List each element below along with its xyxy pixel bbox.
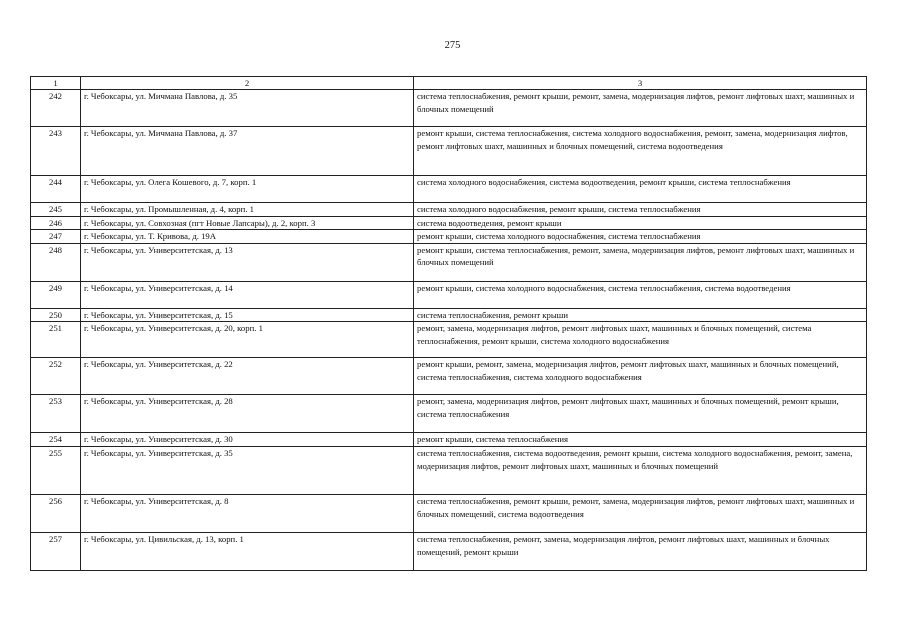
row-number: 246 xyxy=(31,216,81,230)
row-address: г. Чебоксары, ул. Т. Кривова, д. 19А xyxy=(81,230,414,244)
row-number: 242 xyxy=(31,90,81,127)
row-works: ремонт крыши, система холодного водоснабжения, система теплоснабжения xyxy=(414,230,867,244)
table-row xyxy=(31,358,867,395)
table-row xyxy=(31,230,867,244)
row-number: 243 xyxy=(31,127,81,176)
row-address: г. Чебоксары, ул. Мичмана Павлова, д. 37 xyxy=(81,127,414,176)
row-address: г. Чебоксары, ул. Промышленная, д. 4, корп. 1 xyxy=(81,203,414,217)
row-works: система теплоснабжения, ремонт, замена, модернизация лифтов, ремонт лифтовых шахт, машинных и блочных помещений, ремонт крыши xyxy=(414,532,867,570)
row-works: система холодного водоснабжения, система водоотведения, ремонт крыши, система теплоснабжения xyxy=(414,176,867,203)
row-number: 245 xyxy=(31,203,81,217)
table-row xyxy=(31,446,867,494)
row-works: ремонт крыши, система теплоснабжения xyxy=(414,433,867,447)
row-number: 256 xyxy=(31,494,81,532)
row-works: ремонт крыши, система теплоснабжения, система холодного водоснабжения, ремонт, замена, модернизация лифтов, ремонт лифтовых шахт, машинных и блочных помещений, система водоотведения xyxy=(414,127,867,176)
table-row xyxy=(31,90,867,127)
row-works: система теплоснабжения, ремонт крыши, ремонт, замена, модернизация лифтов, ремонт лифтовых шахт, машинных и блочных помещений xyxy=(414,90,867,127)
row-number: 254 xyxy=(31,433,81,447)
table-row xyxy=(31,395,867,433)
page-number: 275 xyxy=(444,40,461,51)
register-table xyxy=(30,76,867,571)
row-works: система теплоснабжения, ремонт крыши xyxy=(414,308,867,322)
row-works: система теплоснабжения, система водоотведения, ремонт крыши, система холодного водоснабжения, ремонт, замена, модернизация лифтов, ремонт лифтовых шахт, машинных и блочных помещений xyxy=(414,446,867,494)
row-address: г. Чебоксары, ул. Мичмана Павлова, д. 35 xyxy=(81,90,414,127)
row-address: г. Чебоксары, ул. Университетская, д. 14 xyxy=(81,281,414,308)
table-row xyxy=(31,127,867,176)
table-row xyxy=(31,494,867,532)
row-address: г. Чебоксары, ул. Университетская, д. 30 xyxy=(81,433,414,447)
table-row xyxy=(31,532,867,570)
table-row xyxy=(31,433,867,447)
row-number: 247 xyxy=(31,230,81,244)
row-works: ремонт крыши, система теплоснабжения, ремонт, замена, модернизация лифтов, ремонт лифтовых шахт, машинных и блочных помещений xyxy=(414,243,867,281)
row-works: система холодного водоснабжения, ремонт крыши, система теплоснабжения xyxy=(414,203,867,217)
row-address: г. Чебоксары, ул. Олега Кошевого, д. 7, корп. 1 xyxy=(81,176,414,203)
row-number: 248 xyxy=(31,243,81,281)
row-number: 257 xyxy=(31,532,81,570)
table-row xyxy=(31,176,867,203)
header-col-3: 3 xyxy=(414,77,867,90)
row-address: г. Чебоксары, ул. Университетская, д. 13 xyxy=(81,243,414,281)
row-number: 249 xyxy=(31,281,81,308)
row-number: 253 xyxy=(31,395,81,433)
header-col-1: 1 xyxy=(31,77,81,90)
table-row xyxy=(31,281,867,308)
row-number: 251 xyxy=(31,322,81,358)
row-works: ремонт крыши, ремонт, замена, модернизация лифтов, ремонт лифтовых шахт, машинных и блочных помещений, система теплоснабжения, система холодного водоснабжения xyxy=(414,358,867,395)
row-address: г. Чебоксары, ул. Университетская, д. 20, корп. 1 xyxy=(81,322,414,358)
row-number: 250 xyxy=(31,308,81,322)
row-works: ремонт, замена, модернизация лифтов, ремонт лифтовых шахт, машинных и блочных помещений, система теплоснабжения, ремонт крыши, система холодного водоснабжения xyxy=(414,322,867,358)
table-header xyxy=(31,77,867,90)
row-works: ремонт крыши, система холодного водоснабжения, система теплоснабжения, система водоотведения xyxy=(414,281,867,308)
row-address: г. Чебоксары, ул. Университетская, д. 15 xyxy=(81,308,414,322)
header-col-2: 2 xyxy=(81,77,414,90)
row-number: 252 xyxy=(31,358,81,395)
row-address: г. Чебоксары, ул. Совхозная (пгт Новые Лапсары), д. 2, корп. 3 xyxy=(81,216,414,230)
table-row xyxy=(31,243,867,281)
row-works: ремонт, замена, модернизация лифтов, ремонт лифтовых шахт, машинных и блочных помещений, ремонт крыши, система теплоснабжения xyxy=(414,395,867,433)
row-works: система теплоснабжения, ремонт крыши, ремонт, замена, модернизация лифтов, ремонт лифтовых шахт, машинных и блочных помещений, система водоотведения xyxy=(414,494,867,532)
table-row xyxy=(31,203,867,217)
row-address: г. Чебоксары, ул. Университетская, д. 28 xyxy=(81,395,414,433)
row-address: г. Чебоксары, ул. Университетская, д. 22 xyxy=(81,358,414,395)
row-number: 244 xyxy=(31,176,81,203)
row-address: г. Чебоксары, ул. Университетская, д. 8 xyxy=(81,494,414,532)
table-row xyxy=(31,308,867,322)
row-address: г. Чебоксары, ул. Цивильская, д. 13, корп. 1 xyxy=(81,532,414,570)
row-number: 255 xyxy=(31,446,81,494)
table-row xyxy=(31,216,867,230)
row-address: г. Чебоксары, ул. Университетская, д. 35 xyxy=(81,446,414,494)
header-row xyxy=(31,77,867,90)
row-works: система водоотведения, ремонт крыши xyxy=(414,216,867,230)
table-row xyxy=(31,322,867,358)
